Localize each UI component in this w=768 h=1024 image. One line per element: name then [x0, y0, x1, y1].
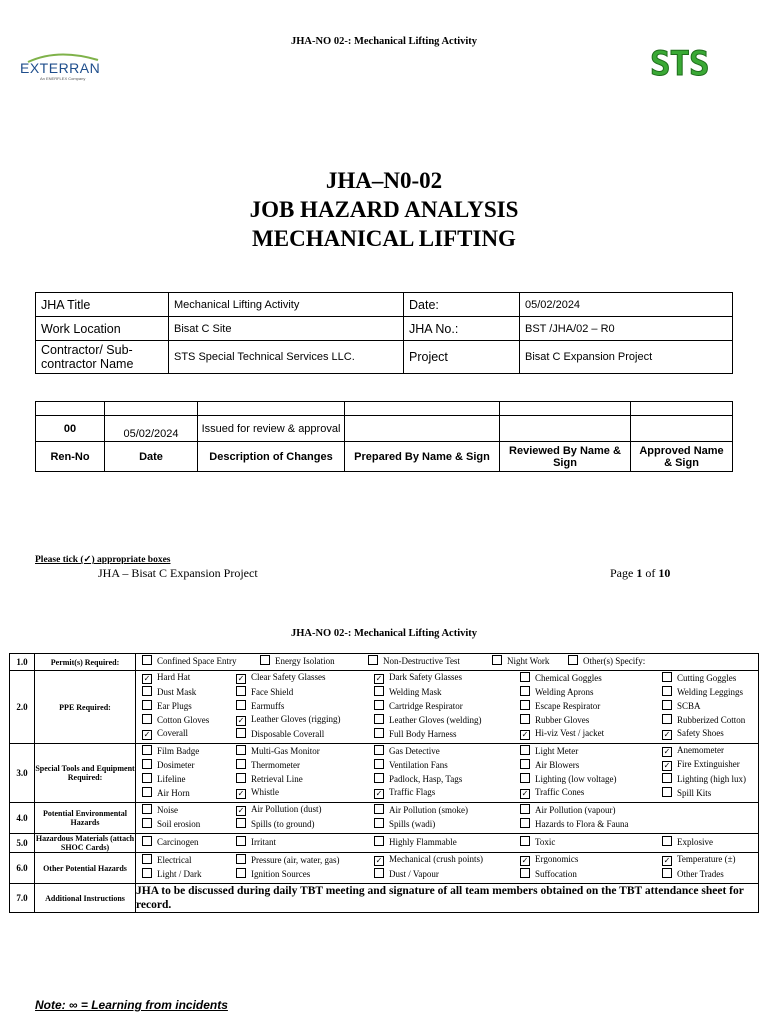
checkbox[interactable] — [142, 700, 152, 710]
checklist-item-label: Thermometer — [251, 760, 300, 770]
checklist-item-label: Cotton Gloves — [157, 715, 210, 725]
checklist-item[interactable] — [374, 728, 457, 740]
checklist-item[interactable] — [142, 759, 195, 771]
checklist-item[interactable] — [520, 686, 594, 698]
checklist-item[interactable] — [374, 818, 435, 830]
checkbox[interactable] — [374, 686, 384, 696]
date-value: 05/02/2024 — [520, 293, 733, 317]
checkbox[interactable] — [236, 773, 246, 783]
checkbox[interactable] — [662, 672, 672, 682]
jha-no-value: BST /JHA/02 – R0 — [520, 317, 733, 341]
col-header-approved-by: Approved Name & Sign — [631, 442, 733, 472]
checkbox[interactable] — [374, 714, 384, 724]
checklist-item-label: Clear Safety Glasses — [251, 672, 326, 682]
checklist-item-label: Soil erosion — [157, 819, 201, 829]
exterran-logo — [18, 52, 102, 82]
checklist-item-label: Irritant — [251, 837, 276, 847]
section-number: 1.0 — [10, 654, 35, 671]
checklist-item-label: Temperature (±) — [677, 854, 736, 864]
checklist-item[interactable] — [520, 868, 577, 880]
checklist-item[interactable] — [520, 804, 616, 816]
checklist-item-label: Film Badge — [157, 746, 200, 756]
checklist-item-label: Padlock, Hasp, Tags — [389, 774, 463, 784]
checklist-item[interactable] — [236, 672, 325, 684]
section-number: 5.0 — [10, 834, 35, 853]
checkbox[interactable] — [520, 700, 530, 710]
checklist-item-label: Air Blowers — [535, 760, 580, 770]
checklist-item-label: Fire Extinguisher — [677, 759, 740, 769]
checklist-item-label: Light / Dark — [157, 869, 202, 879]
checklist-item-label: Air Pollution (vapour) — [535, 805, 616, 815]
checkbox[interactable] — [520, 804, 530, 814]
checklist-item-label: Welding Leggings — [677, 687, 744, 697]
sts-logo: STS — [650, 44, 709, 84]
checked-checkbox[interactable]: ✓ — [375, 789, 383, 798]
section-number: 7.0 — [10, 884, 35, 913]
checkbox[interactable] — [374, 773, 384, 783]
checklist-item-label: Spills (wadi) — [389, 819, 436, 829]
checklist-item-label: Cutting Goggles — [677, 673, 737, 683]
page-current: 1 — [636, 566, 643, 580]
checklist-item[interactable] — [662, 745, 724, 757]
checklist-item-label: Air Horn — [157, 788, 190, 798]
checklist-item[interactable] — [662, 836, 713, 848]
checklist-item-label: Dosimeter — [157, 760, 195, 770]
checkbox[interactable] — [374, 868, 384, 878]
title-line-1: JHA–N0-02 — [325, 168, 443, 193]
title-line-2: JOB HAZARD ANALYSIS — [249, 197, 519, 222]
checklist-item[interactable] — [520, 745, 578, 757]
checklist-item-label: Escape Respirator — [535, 701, 601, 711]
section-category: Special Tools and Equipment Required: — [35, 744, 136, 803]
checkbox[interactable] — [236, 836, 246, 846]
checklist-item[interactable] — [662, 700, 701, 712]
checklist-item[interactable] — [662, 672, 736, 684]
checklist-item[interactable] — [236, 745, 320, 757]
checked-checkbox[interactable]: ✓ — [237, 716, 245, 725]
checklist-item[interactable] — [520, 672, 602, 684]
project-label: Project — [404, 341, 520, 374]
checklist-item[interactable] — [662, 773, 746, 785]
checklist-item-label: Rubberized Cotton — [677, 715, 746, 725]
checkbox[interactable] — [236, 868, 246, 878]
checkbox[interactable] — [142, 714, 152, 724]
checkbox[interactable] — [142, 854, 152, 864]
checklist-item[interactable] — [236, 700, 284, 712]
checkbox[interactable] — [520, 759, 530, 769]
checklist-item[interactable] — [142, 714, 209, 726]
col-header-prepared-by: Prepared By Name & Sign — [345, 442, 500, 472]
checkbox[interactable] — [236, 818, 246, 828]
checklist-item-label: Lifeline — [157, 774, 186, 784]
checkbox[interactable] — [662, 714, 672, 724]
checkbox[interactable] — [142, 868, 152, 878]
checked-checkbox[interactable]: ✓ — [521, 856, 529, 865]
section-category: Hazardous Materials (attach SHOC Cards) — [35, 834, 135, 852]
checklist-section — [10, 834, 759, 853]
checklist-item[interactable] — [142, 854, 191, 866]
section-category: Other Potential Hazards — [35, 853, 136, 884]
learning-note: Note: ∞ = Learning from incidents — [35, 998, 228, 1012]
checked-checkbox[interactable]: ✓ — [521, 730, 529, 739]
jha-title-value: Mechanical Lifting Activity — [169, 293, 404, 317]
checklist-item-label: Traffic Cones — [535, 787, 585, 797]
section-number: 3.0 — [10, 744, 35, 803]
checklist-item-label: Cartridge Respirator — [389, 701, 463, 711]
checkbox[interactable] — [142, 655, 152, 665]
checklist-item[interactable] — [142, 745, 199, 757]
contractor-label: Contractor/ Sub-contractor Name — [36, 341, 169, 374]
checkbox[interactable] — [142, 759, 152, 769]
checklist-item-label: Other Trades — [677, 869, 724, 879]
checklist-item[interactable] — [662, 854, 736, 866]
checklist-item-label: Explosive — [677, 837, 713, 847]
checklist-item[interactable] — [142, 804, 178, 816]
checkbox[interactable] — [374, 818, 384, 828]
checklist-item[interactable] — [142, 787, 190, 799]
section-category: Permit(s) Required: — [35, 654, 136, 671]
checklist-item-label: Air Pollution (smoke) — [389, 805, 468, 815]
checklist-item-label: Ear Plugs — [157, 701, 192, 711]
checkbox[interactable] — [662, 700, 672, 710]
checkbox[interactable] — [374, 700, 384, 710]
checkbox[interactable] — [662, 787, 672, 797]
checkbox[interactable] — [142, 745, 152, 755]
checklist-item-label: Disposable Coverall — [251, 729, 325, 739]
checklist-item-label: Leather Gloves (welding) — [389, 715, 482, 725]
checkbox[interactable] — [142, 804, 152, 814]
checked-checkbox[interactable]: ✓ — [663, 747, 671, 756]
checkbox[interactable] — [520, 714, 530, 724]
checkbox[interactable] — [236, 686, 246, 696]
section-number: 2.0 — [10, 671, 35, 744]
checklist-item-label: Lighting (low voltage) — [535, 774, 617, 784]
checklist-item[interactable] — [662, 714, 745, 726]
checklist-item-label: Retrieval Line — [251, 774, 303, 784]
checkbox[interactable] — [520, 686, 530, 696]
revision-date: 05/02/2024 — [105, 416, 198, 442]
checklist-item-label: Lighting (high lux) — [677, 774, 746, 784]
checklist-item-label: Pressure (air, water, gas) — [251, 855, 340, 865]
checklist-item[interactable] — [236, 728, 324, 740]
checkbox[interactable] — [142, 773, 152, 783]
checklist-section — [10, 654, 759, 671]
checkbox[interactable] — [236, 745, 246, 755]
checklist-item-label: Spill Kits — [677, 788, 712, 798]
page-total: 10 — [658, 566, 671, 580]
checklist-item[interactable] — [374, 700, 463, 712]
checkbox[interactable] — [662, 868, 672, 878]
title-line-3: MECHANICAL LIFTING — [252, 226, 516, 251]
checklist-item-label: Whistle — [251, 787, 279, 797]
checklist-item-label: Dust / Vapour — [389, 869, 439, 879]
checklist-item[interactable] — [374, 868, 439, 880]
checklist-item-label: Electrical — [157, 855, 192, 865]
checklist-item[interactable] — [520, 836, 555, 848]
checklist-item[interactable] — [142, 868, 202, 880]
checklist-item[interactable] — [520, 818, 628, 830]
checkbox[interactable] — [236, 700, 246, 710]
exterran-logo-tagline: An ENERFLEX Company — [40, 76, 86, 81]
checklist-item-label: Rubber Gloves — [535, 715, 590, 725]
checked-checkbox[interactable]: ✓ — [663, 856, 671, 865]
checklist-item[interactable] — [374, 773, 462, 785]
col-header-description: Description of Changes — [198, 442, 345, 472]
checklist-item[interactable] — [142, 686, 196, 698]
checklist-item[interactable] — [236, 773, 303, 785]
checkbox[interactable] — [662, 836, 672, 846]
section-category: Additional Instructions — [35, 884, 136, 913]
checkbox[interactable] — [374, 804, 384, 814]
checked-checkbox[interactable]: ✓ — [375, 674, 383, 683]
checklist-item[interactable] — [520, 773, 616, 785]
checkbox[interactable] — [142, 836, 152, 846]
checklist-item[interactable] — [236, 787, 279, 799]
checklist-item-label: Dark Safety Glasses — [389, 672, 462, 682]
checkbox[interactable] — [142, 818, 152, 828]
col-header-reviewed-by: Reviewed By Name & Sign — [500, 442, 631, 472]
checklist-section — [10, 744, 759, 803]
checklist-item-label: Hi-viz Vest / jacket — [535, 728, 605, 738]
col-header-rev-no: Ren-No — [36, 442, 105, 472]
checkbox[interactable] — [662, 773, 672, 783]
checklist-item[interactable] — [142, 836, 198, 848]
checkbox[interactable] — [662, 686, 672, 696]
checkbox[interactable] — [520, 672, 530, 682]
checked-checkbox[interactable]: ✓ — [237, 789, 245, 798]
checklist-item[interactable] — [374, 787, 435, 799]
checklist-item[interactable] — [662, 728, 724, 740]
checklist-item[interactable] — [520, 700, 600, 712]
running-header: JHA-NO 02-: Mechanical Lifting Activity — [290, 36, 478, 47]
checklist-item-label: Energy Isolation — [275, 656, 335, 666]
checkbox[interactable] — [520, 773, 530, 783]
prepared-by-cell — [345, 416, 500, 442]
section-number: 4.0 — [10, 803, 35, 834]
checklist-item[interactable] — [492, 655, 549, 667]
checklist-item-label: Ignition Sources — [251, 869, 311, 879]
checklist-item[interactable] — [568, 655, 645, 667]
checklist-item-label: Multi-Gas Monitor — [251, 746, 320, 756]
checklist-item-label: Other(s) Specify: — [583, 656, 646, 666]
checklist-item[interactable] — [374, 759, 448, 771]
checklist-section — [10, 671, 759, 744]
checklist-item-label: Ventilation Fans — [389, 760, 448, 770]
checklist-item-label: Traffic Flags — [389, 787, 436, 797]
date-label: Date: — [404, 293, 520, 317]
checkbox[interactable] — [520, 818, 530, 828]
checklist-item[interactable] — [374, 854, 483, 866]
running-header-page-2: JHA-NO 02-: Mechanical Lifting Activity — [290, 628, 478, 639]
checklist-item-label: Coverall — [157, 728, 188, 738]
checklist-item[interactable] — [142, 773, 186, 785]
checklist-item-label: Anemometer — [677, 745, 724, 755]
checklist-item[interactable] — [520, 854, 578, 866]
checklist-item[interactable] — [142, 818, 200, 830]
checklist-item-label: Highly Flammable — [389, 837, 457, 847]
checklist-item[interactable] — [236, 818, 315, 830]
checklist-section — [10, 803, 759, 834]
checklist-item-label: Night Work — [507, 656, 550, 666]
checklist-section — [10, 853, 759, 884]
revision-number: 00 — [36, 416, 105, 442]
checklist-item-label: Dust Mask — [157, 687, 197, 697]
hazard-checklist-table — [9, 653, 759, 913]
section-category: Potential Environmental Hazards — [35, 803, 136, 834]
checklist-item-label: Hazards to Flora & Fauna — [535, 819, 629, 829]
checklist-item[interactable] — [374, 686, 442, 698]
checklist-item-label: Mechanical (crush points) — [389, 854, 483, 864]
reviewed-by-cell — [500, 416, 631, 442]
work-location-label: Work Location — [36, 317, 169, 341]
checklist-item-label: Full Body Harness — [389, 729, 457, 739]
checklist-item[interactable] — [236, 836, 276, 848]
checklist-item-label: SCBA — [677, 701, 701, 711]
checklist-item[interactable] — [520, 728, 604, 740]
checkbox[interactable] — [142, 787, 152, 797]
checklist-item-label: Confined Space Entry — [157, 656, 237, 666]
revision-description: Issued for review & approval — [198, 416, 345, 442]
checklist-item-label: Suffocation — [535, 869, 577, 879]
checklist-item[interactable] — [374, 672, 462, 684]
checklist-item[interactable] — [374, 836, 457, 848]
additional-instructions: JHA to be discussed during daily TBT meeting and signature of all team members obtained on the TBT attendance sheet for record. — [136, 884, 759, 913]
checkbox[interactable] — [374, 745, 384, 755]
checklist-item[interactable] — [662, 787, 711, 799]
checked-checkbox[interactable]: ✓ — [237, 806, 245, 815]
checklist-item-label: Toxic — [535, 837, 556, 847]
checklist-item[interactable] — [662, 686, 743, 698]
page-of: of — [642, 566, 659, 580]
checklist-item[interactable] — [236, 759, 300, 771]
checkbox[interactable] — [368, 655, 378, 665]
checklist-item-label: Safety Shoes — [677, 728, 724, 738]
checklist-item[interactable] — [520, 714, 589, 726]
checkbox[interactable] — [374, 728, 384, 738]
checklist-item[interactable] — [662, 868, 724, 880]
checklist-item-label: Ergonomics — [535, 854, 579, 864]
checklist-item[interactable] — [236, 854, 340, 866]
col-header-date: Date — [105, 442, 198, 472]
revision-table — [35, 401, 733, 472]
contractor-value: STS Special Technical Services LLC. — [169, 341, 404, 374]
jha-title-label: JHA Title — [36, 293, 169, 317]
checkbox[interactable] — [568, 655, 578, 665]
checked-checkbox[interactable]: ✓ — [143, 730, 151, 739]
checklist-item-label: Spills (to ground) — [251, 819, 315, 829]
tick-instruction: Please tick (✓) appropriate boxes — [35, 555, 171, 565]
checklist-item[interactable] — [520, 759, 579, 771]
checklist-item-label: Gas Detective — [389, 746, 440, 756]
checked-checkbox[interactable]: ✓ — [375, 856, 383, 865]
checked-checkbox[interactable]: ✓ — [663, 730, 671, 739]
checkbox[interactable] — [520, 836, 530, 846]
checkbox[interactable] — [520, 868, 530, 878]
project-value: Bisat C Expansion Project — [520, 341, 733, 374]
checklist-item[interactable] — [236, 714, 340, 726]
checked-checkbox[interactable]: ✓ — [143, 674, 151, 683]
checkbox[interactable] — [236, 854, 246, 864]
checkbox[interactable] — [374, 759, 384, 769]
checklist-section — [10, 884, 759, 913]
checklist-item[interactable] — [142, 655, 236, 667]
checklist-item-label: Noise — [157, 805, 178, 815]
checked-checkbox[interactable]: ✓ — [521, 789, 529, 798]
checklist-item[interactable] — [236, 804, 322, 816]
work-location-value: Bisat C Site — [169, 317, 404, 341]
section-number: 6.0 — [10, 853, 35, 884]
checklist-item[interactable] — [236, 686, 293, 698]
checklist-item-label: Welding Mask — [389, 687, 442, 697]
checkbox[interactable] — [374, 836, 384, 846]
checklist-item[interactable] — [520, 787, 584, 799]
document-title — [0, 166, 768, 253]
checklist-item-label: Face Shield — [251, 687, 294, 697]
checkbox[interactable] — [260, 655, 270, 665]
checklist-item[interactable] — [374, 804, 468, 816]
checklist-item-label: Earmuffs — [251, 701, 285, 711]
approved-by-cell — [631, 416, 733, 442]
checklist-item-label: Air Pollution (dust) — [251, 804, 322, 814]
checklist-item-label: Welding Aprons — [535, 687, 594, 697]
jha-no-label: JHA No.: — [404, 317, 520, 341]
checklist-item-label: Hard Hat — [157, 672, 191, 682]
checkbox[interactable] — [492, 655, 502, 665]
checkbox[interactable] — [236, 759, 246, 769]
checklist-item-label: Carcinogen — [157, 837, 199, 847]
jha-info-table — [35, 292, 733, 374]
checklist-item[interactable] — [662, 759, 740, 771]
checkbox[interactable] — [520, 745, 530, 755]
checklist-item-label: Non-Destructive Test — [383, 656, 460, 666]
exterran-logo-text: EXTERRAN — [20, 60, 101, 76]
checkbox[interactable] — [142, 686, 152, 696]
checklist-item[interactable] — [260, 655, 335, 667]
section-category: PPE Required: — [35, 671, 136, 744]
page-prefix: Page — [610, 566, 637, 580]
checklist-item[interactable] — [142, 700, 192, 712]
checklist-item-label: Chemical Goggles — [535, 673, 602, 683]
checked-checkbox[interactable]: ✓ — [663, 761, 671, 770]
checkbox[interactable] — [236, 728, 246, 738]
checklist-item[interactable] — [374, 745, 440, 757]
checklist-item-label: Leather Gloves (rigging) — [251, 714, 341, 724]
checklist-item[interactable] — [236, 868, 310, 880]
footer-project: JHA – Bisat C Expansion Project — [98, 566, 258, 580]
checked-checkbox[interactable]: ✓ — [237, 674, 245, 683]
checklist-item[interactable] — [374, 714, 481, 726]
checklist-item[interactable] — [142, 728, 188, 740]
checklist-item-label: Light Meter — [535, 746, 579, 756]
checklist-item[interactable] — [368, 655, 460, 667]
page-number — [610, 566, 670, 581]
checklist-item[interactable] — [142, 672, 190, 684]
